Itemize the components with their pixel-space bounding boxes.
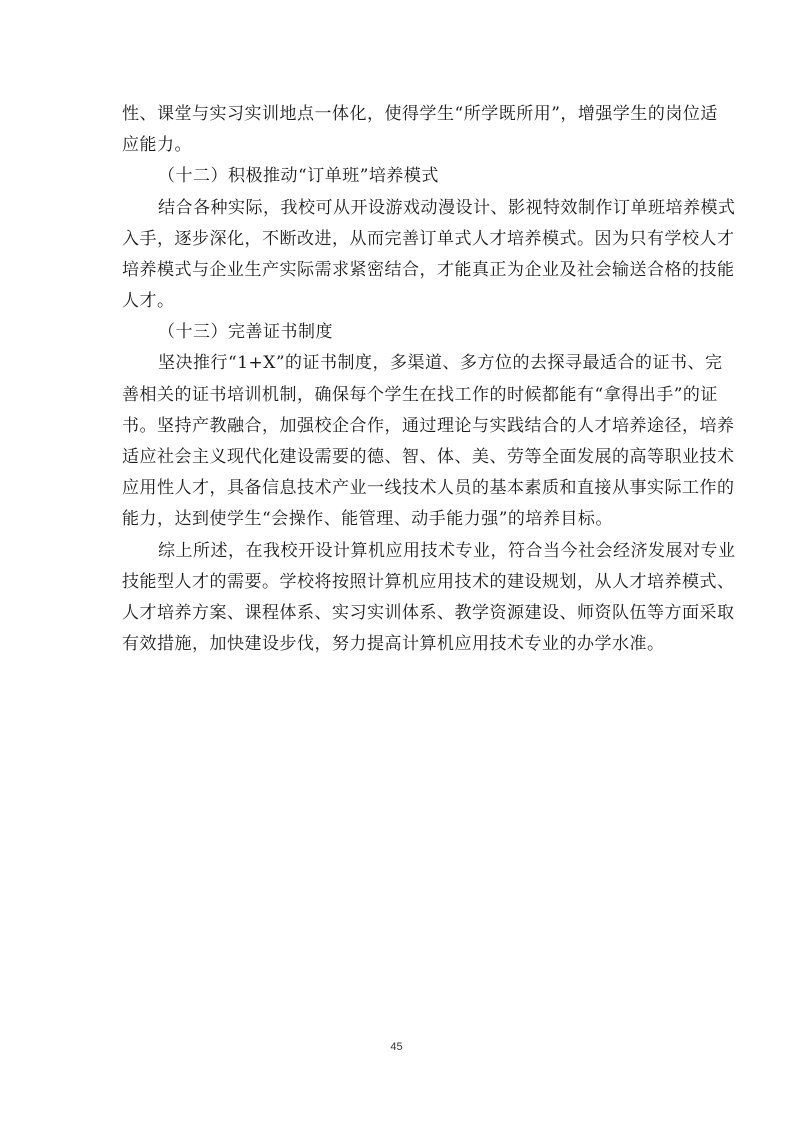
text-line: 坚决推行“1+X”的证书制度，多渠道、多方位的去探寻最适合的证书、完 bbox=[158, 353, 723, 373]
text-line: 书。坚持产教融合，加强校企合作，通过理论与实践结合的人才培养途径，培养 bbox=[122, 416, 735, 436]
text-line: 结合各种实际，我校可从开设游戏动漫设计、影视特效制作订单班培养模式 bbox=[158, 198, 736, 218]
page-number: 45 bbox=[390, 1041, 403, 1053]
text-line: 应能力。 bbox=[122, 135, 192, 155]
text-line: 适应社会主义现代化建设需要的德、智、体、美、劳等全面发展的高等职业技术 bbox=[122, 447, 735, 467]
text-line: 能力，达到使学生“会操作、能管理、动手能力强”的培养目标。 bbox=[122, 509, 613, 529]
text-line: 善相关的证书培训机制，确保每个学生在找工作的时候都能有“拿得出手”的证 bbox=[122, 385, 718, 405]
text-line: 人才培养方案、课程体系、实习实训体系、教学资源建设、师资队伍等方面采取 bbox=[122, 603, 735, 623]
text-line: 综上所述，在我校开设计算机应用技术专业，符合当今社会经济发展对专业 bbox=[158, 541, 736, 561]
text-line: 有效措施，加快建设步伐，努力提高计算机应用技术专业的办学水准。 bbox=[122, 634, 665, 654]
text-line: 性、课堂与实习实训地点一体化，使得学生“所学既所用”，增强学生的岗位适 bbox=[122, 104, 718, 124]
text-line: 技能型人才的需要。学校将按照计算机应用技术的建设规划，从人才培养模式、 bbox=[122, 572, 735, 592]
section-heading-12: （十二）积极推动“订单班”培养模式 bbox=[158, 166, 439, 186]
text-line: 培养模式与企业生产实际需求紧密结合，才能真正为企业及社会输送合格的技能 bbox=[122, 260, 735, 280]
section-heading-13: （十三）完善证书制度 bbox=[158, 322, 333, 342]
text-line: 人才。 bbox=[122, 291, 175, 311]
text-line: 应用性人才，具备信息技术产业一线技术人员的基本素质和直接从事实际工作的 bbox=[122, 478, 735, 498]
text-line: 入手，逐步深化，不断改进，从而完善订单式人才培养模式。因为只有学校人才 bbox=[122, 229, 735, 249]
